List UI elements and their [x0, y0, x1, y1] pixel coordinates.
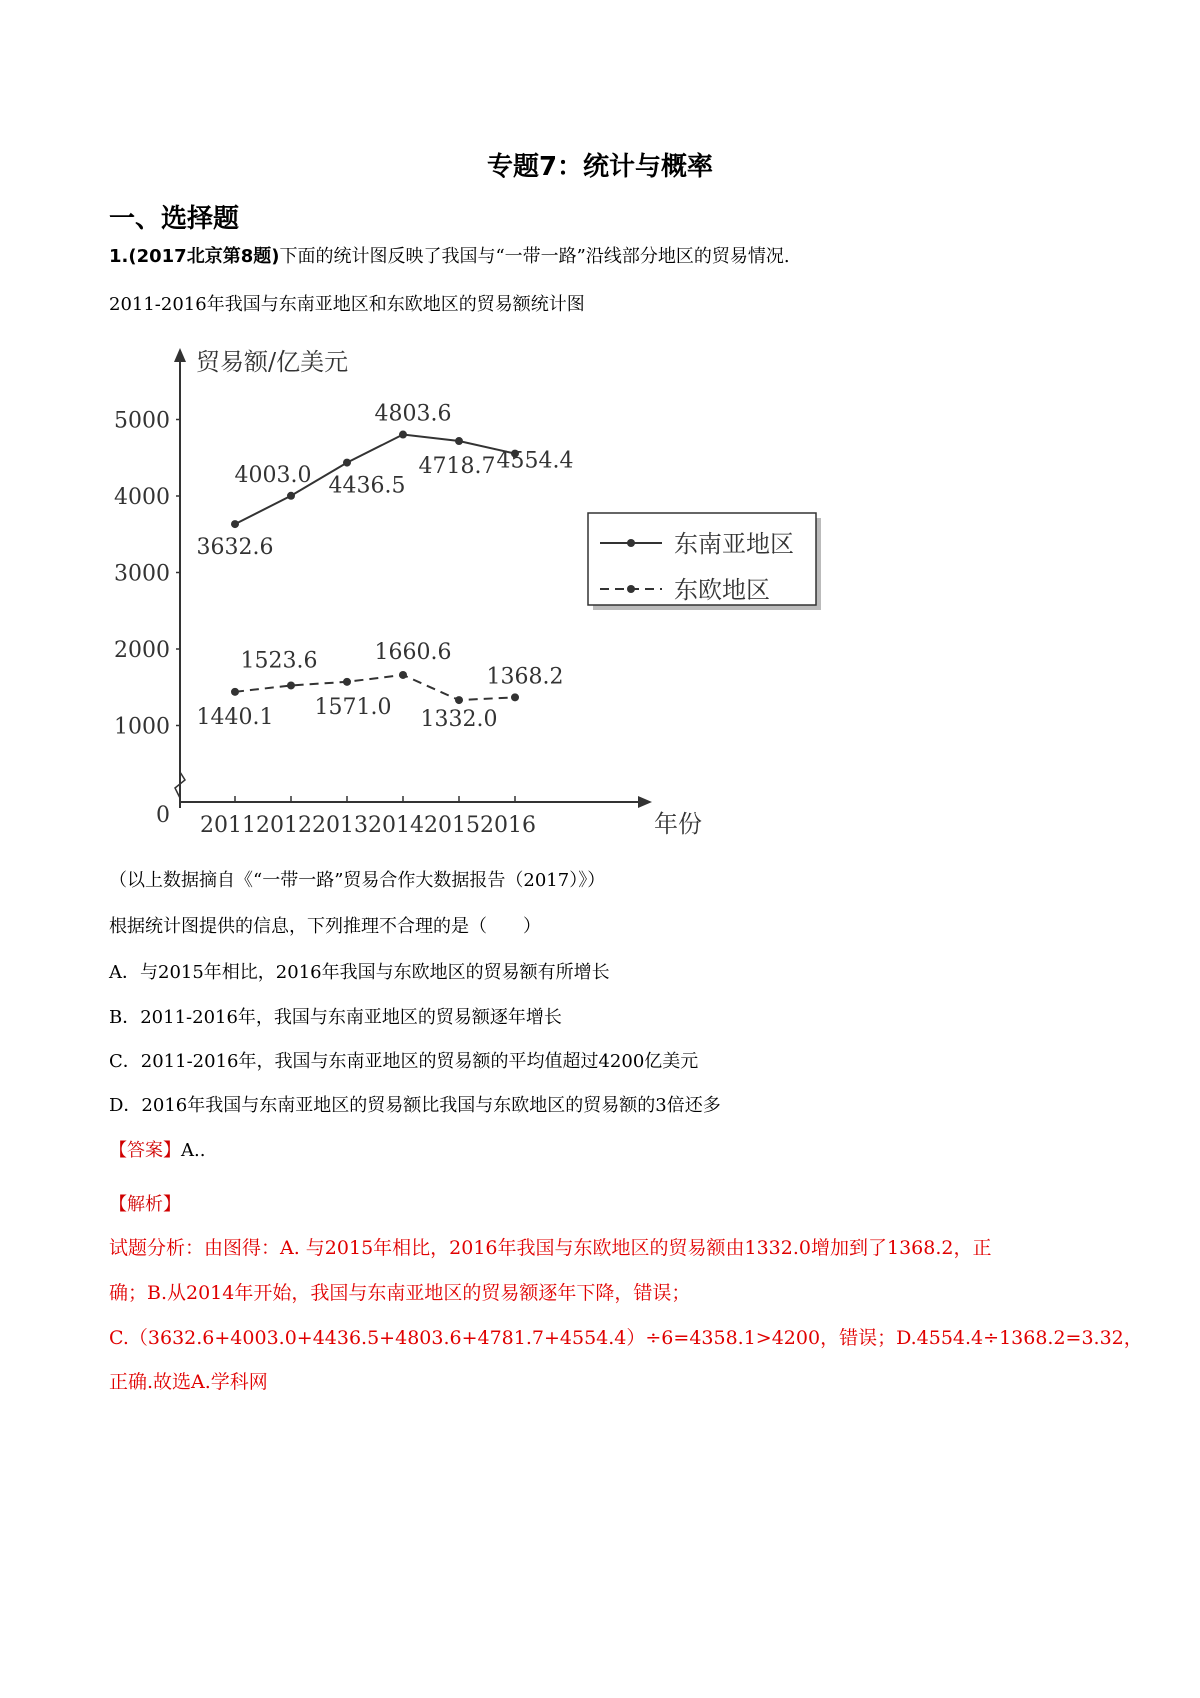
x-axis-label: 年份	[654, 810, 702, 838]
option-d: D．2016年我国与东南亚地区的贸易额比我国与东欧地区的贸易额的3倍还多	[109, 1095, 721, 1116]
x-tick-label: 2016	[480, 813, 536, 838]
section-heading: 一、选择题	[109, 204, 240, 234]
chart-caption: 2011-2016年我国与东南亚地区和东欧地区的贸易额统计图	[109, 294, 585, 315]
data-point	[343, 459, 351, 467]
y-tick-label: 1000	[114, 714, 170, 740]
answer-label: 【答案】	[109, 1140, 181, 1161]
data-point	[399, 431, 407, 439]
trade-line-chart	[114, 340, 794, 838]
data-point	[455, 437, 463, 445]
data-label: 1440.1	[196, 704, 274, 730]
data-point	[455, 696, 463, 704]
data-label: 3632.6	[196, 535, 274, 561]
data-point	[399, 671, 407, 679]
data-point	[287, 492, 295, 500]
x-tick-label: 2014	[368, 813, 424, 838]
data-point	[231, 520, 239, 528]
legend-marker	[627, 585, 635, 593]
x-tick-label: 2012	[256, 813, 312, 838]
chart-legend	[588, 513, 821, 610]
answer-line	[109, 1136, 205, 1162]
option-a: A．与2015年相比，2016年我国与东欧地区的贸易额有所增长	[109, 962, 610, 983]
x-tick-label: 2013	[312, 813, 368, 838]
question-header	[109, 242, 790, 268]
data-point	[511, 693, 519, 701]
option-b: B．2011-2016年，我国与东南亚地区的贸易额逐年增长	[109, 1007, 562, 1028]
data-label: 4003.0	[234, 462, 312, 488]
data-label: 4803.6	[374, 401, 452, 427]
page-title: 专题7：统计与概率	[486, 152, 714, 182]
question-source: (2017北京第8题)	[128, 246, 280, 267]
option-c: C．2011-2016年，我国与东南亚地区的贸易额的平均值超过4200亿美元	[109, 1051, 699, 1072]
data-point	[343, 678, 351, 686]
analysis-line-1: 试题分析：由图得：A. 与2015年相比，2016年我国与东欧地区的贸易额由1332.0增加到了1368.2，正	[109, 1237, 992, 1259]
data-label: 4554.4	[496, 448, 574, 474]
y-axis-arrow	[174, 348, 186, 362]
y-axis-label: 贸易额/亿美元	[196, 348, 349, 376]
data-point	[287, 681, 295, 689]
chart-series	[197, 402, 574, 733]
legend-label: 东欧地区	[674, 576, 770, 604]
analysis-line-4: 正确.故选A.学科网	[109, 1371, 268, 1393]
question-number: 1.	[109, 246, 129, 267]
answer-value: A..	[181, 1140, 206, 1161]
x-axis-arrow	[638, 796, 652, 808]
analysis-label: 【解析】	[109, 1194, 181, 1215]
data-label: 1368.2	[486, 664, 564, 690]
data-label: 1571.0	[314, 694, 392, 720]
x-tick-label: 2011	[200, 813, 256, 838]
question-prompt: 根据统计图提供的信息，下列推理不合理的是（ ）	[109, 916, 541, 937]
data-label: 1332.0	[420, 707, 498, 733]
data-label: 4436.5	[328, 473, 406, 499]
data-label: 1660.6	[374, 639, 452, 665]
data-label: 4718.7	[418, 454, 496, 480]
data-source-note: （以上数据摘自《“一带一路”贸易合作大数据报告（2017）》）	[109, 870, 606, 891]
y-tick-label: 5000	[114, 408, 170, 434]
analysis-line-3: C.（3632.6+4003.0+4436.5+4803.6+4781.7+4554.4）÷6=4358.1>4200，错误；D.4554.4÷1368.2=3.32，	[109, 1327, 1143, 1349]
data-point	[231, 688, 239, 696]
y-tick-label: 2000	[114, 638, 170, 663]
analysis-line-2: 确；B.从2014年开始，我国与东南亚地区的贸易额逐年下降，错误；	[109, 1282, 691, 1304]
y-tick-label: 0	[156, 803, 170, 828]
legend-label: 东南亚地区	[674, 530, 794, 558]
y-tick-label: 4000	[114, 485, 170, 510]
data-label: 1523.6	[240, 648, 318, 674]
question-stem: 下面的统计图反映了我国与“一带一路”沿线部分地区的贸易情况.	[279, 246, 790, 267]
legend-marker	[627, 539, 635, 547]
x-tick-label: 2015	[424, 813, 480, 838]
y-tick-label: 3000	[114, 561, 170, 587]
